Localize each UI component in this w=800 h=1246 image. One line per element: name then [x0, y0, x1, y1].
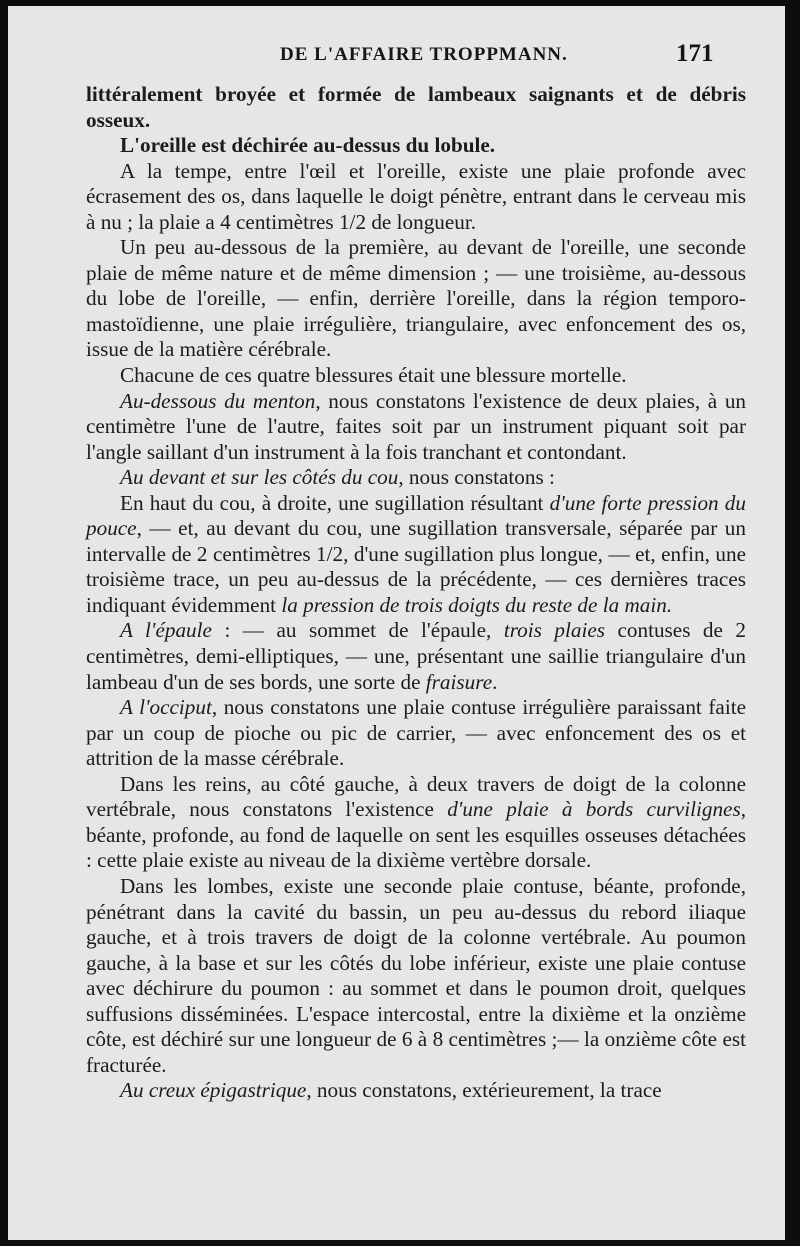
italic-segment: d'une forte pression du pouce: [86, 490, 746, 541]
text-segment: En haut du cou, à droite, une sugillation résultant: [120, 490, 550, 515]
text-segment: , béante, profonde, au fond de laquelle on sent les esquilles osseuses détachées : cette plaie existe au niveau de la dixième vertèbre dorsale.: [86, 797, 746, 873]
paragraph: [86, 491, 746, 619]
italic-segment: d'une plaie à bords curvilignes: [447, 797, 741, 822]
italic-segment: Au creux épigastrique: [120, 1078, 307, 1103]
text-segment: Dans les reins, au côté gauche, à deux travers de doigt de la colonne vertébrale, nous constatons l'existence: [86, 771, 746, 822]
italic-segment: Au devant et sur les côtés du cou: [120, 465, 399, 490]
text-segment: , nous constatons, extérieurement, la trace: [306, 1078, 662, 1103]
paragraph: [86, 695, 746, 772]
paragraph: [86, 772, 746, 874]
text-segment: , nous constatons :: [398, 465, 555, 490]
text-segment: , nous constatons une plaie contuse irrégulière paraissant faite par un coup de pioche ou pic de carrier, — avec enfoncement des os et attrition de la masse cérébrale.: [86, 695, 746, 771]
text-segment: Un peu au-dessous de la première, au devant de l'oreille, une seconde plaie de même nature et de même dimension ; — une troisième, au-dessous du lobe de l'oreille, — enfin, derrière l'oreille, dans la région temporo-mastoïdienne, une plaie irrégulière, triangulaire, avec enfoncement des os, issue de la matière cérébrale.: [86, 235, 746, 362]
text-segment: : — au sommet de l'épaule,: [211, 618, 504, 643]
paragraph: [86, 389, 746, 466]
italic-segment: fraisure: [425, 669, 493, 694]
italic-segment: Au-dessous du menton: [120, 388, 316, 413]
italic-segment: trois plaies: [503, 618, 605, 643]
text-segment: littéralement broyée et formée de lambeaux saignants et de débris osseux.: [86, 82, 746, 132]
paragraph: [86, 159, 746, 236]
text-segment: L'oreille est déchirée au-dessus du lobule.: [120, 133, 496, 158]
text-segment: , — et, au devant du cou, une sugillation transversale, séparée par un intervalle de 2 centimètres 1/2, d'une sugillation plus longue, — et, enfin, une troisième trace, un peu au-dessus de la précédente, — ces dernières traces indiquant évidemment: [86, 516, 746, 617]
text-segment: contuses de 2 centimètres, demi-elliptiques, — une, présentant une saillie triangulaire d'un lambeau d'un de ses bords, une sorte de: [86, 618, 747, 694]
page-header: [8, 40, 785, 74]
text-segment: Chacune de ces quatre blessures était une blessure mortelle.: [120, 363, 627, 388]
page-number: 171: [676, 40, 714, 67]
paragraph: [86, 82, 746, 133]
paragraph: [86, 618, 746, 695]
italic-segment: la pression de trois doigts du reste de la main.: [281, 592, 673, 617]
paragraph: [86, 1078, 746, 1104]
paragraph: [86, 133, 746, 159]
text-segment: .: [492, 669, 498, 694]
text-segment: , nous constatons l'existence de deux plaies, à un centimètre l'une de l'autre, faites soit par un instrument piquant soit par l'angle saillant d'un instrument à la fois tranchant et contondant.: [86, 388, 747, 464]
paragraph: [86, 874, 746, 1078]
text-segment: Dans les lombes, existe une seconde plaie contuse, béante, profonde, pénétrant dans la cavité du bassin, un peu au-dessus du rebord iliaque gauche, et à trois travers de doigt de la colonne vertébrale. Au poumon gauche, à la base et sur les côtés du lobe inférieur, existe une plaie contuse avec déchirure du poumon : au sommet et dans le poumon droit, quelques suffusions disséminées. L'espace intercostal, entre la dixième et la onzième côte, est déchiré sur une longueur de 6 à 8 centimètres ;— la onzième côte est fracturée.: [86, 873, 746, 1077]
paragraph: [86, 363, 746, 389]
book-page: [8, 6, 785, 1240]
paragraph: [86, 235, 746, 363]
italic-segment: A l'épaule: [120, 618, 212, 643]
body-text: [86, 82, 746, 1104]
running-title: DE L'AFFAIRE TROPPMANN.: [280, 44, 568, 65]
text-segment: A la tempe, entre l'œil et l'oreille, existe une plaie profonde avec écrasement des os, dans laquelle le doigt pénètre, entrant dans le cerveau mis à nu ; la plaie a 4 centimètres 1/2 de longueur.: [86, 158, 746, 234]
italic-segment: A l'occiput: [120, 695, 212, 720]
paragraph: [86, 465, 746, 491]
